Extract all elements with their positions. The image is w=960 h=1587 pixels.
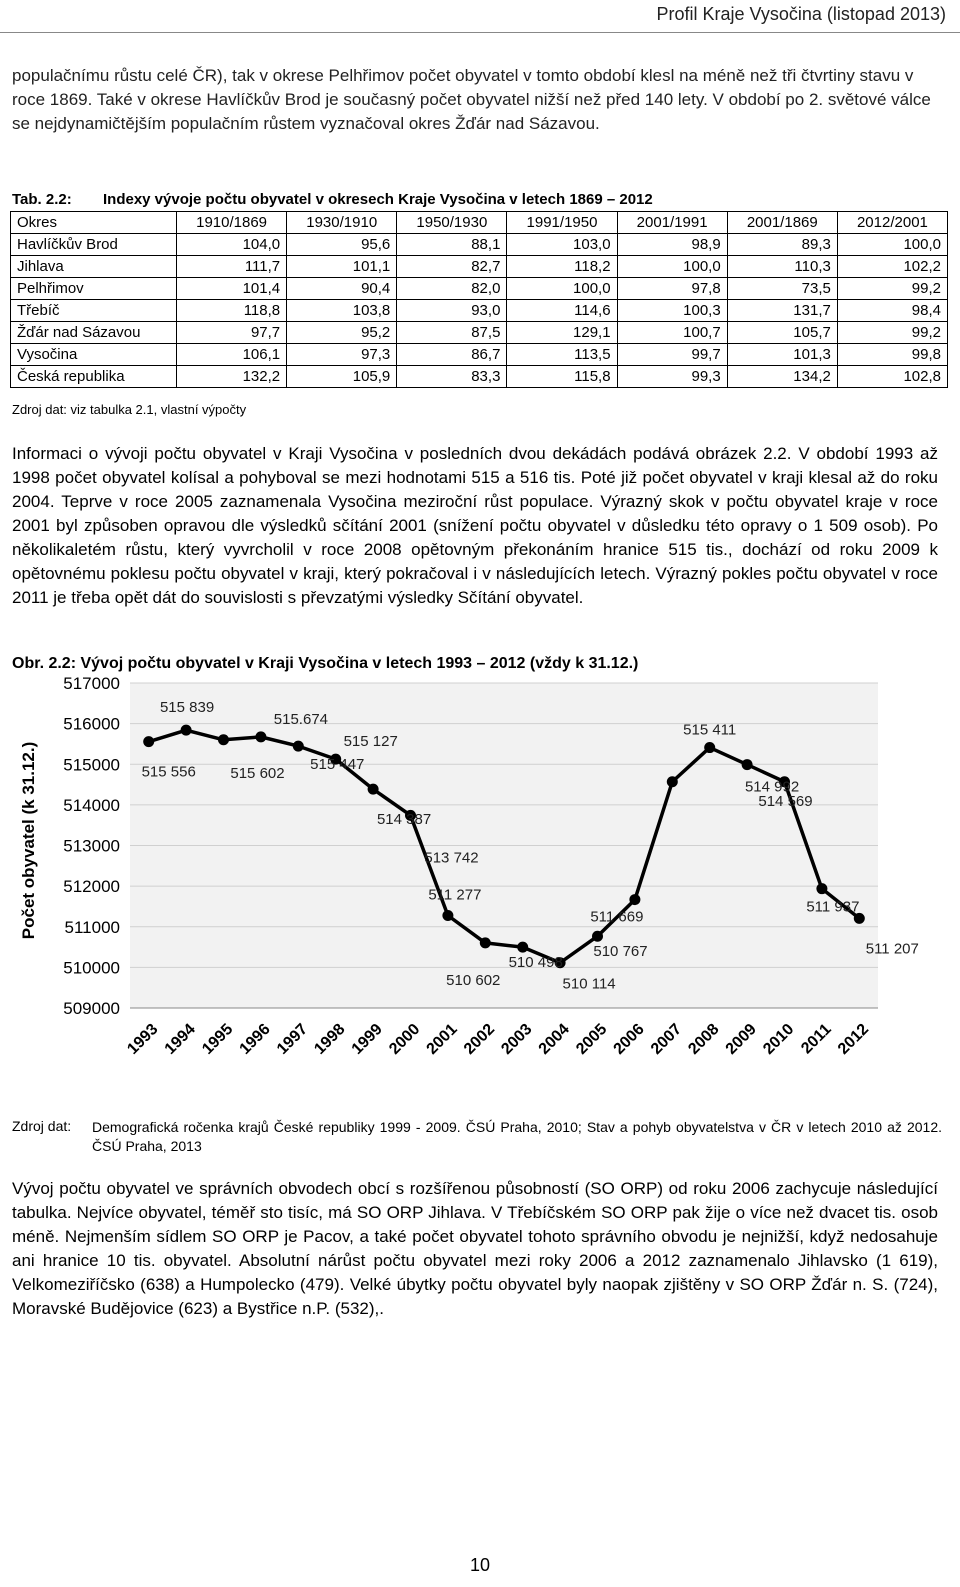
- column-header: 1910/1869: [177, 212, 287, 234]
- table-cell: 102,2: [837, 256, 947, 278]
- table-cell: 104,0: [177, 234, 287, 256]
- table-cell: 86,7: [397, 344, 507, 366]
- x-tick-label: 1994: [161, 1020, 199, 1058]
- page-number: 10: [469, 1555, 491, 1575]
- table-cell: 100,7: [617, 322, 727, 344]
- x-tick-label: 1996: [236, 1020, 274, 1058]
- table-source: Zdroj dat: viz tabulka 2.1, vlastní výpočty: [12, 402, 247, 417]
- table-cell: 82,0: [397, 278, 507, 300]
- data-point: [816, 883, 827, 894]
- column-header: 1930/1910: [287, 212, 397, 234]
- table-cell: 131,7: [727, 300, 837, 322]
- column-header: 2012/2001: [837, 212, 947, 234]
- table-cell: 111,7: [177, 256, 287, 278]
- data-point: [143, 736, 154, 747]
- table-cell: 115,8: [507, 366, 617, 388]
- table-cell: 101,4: [177, 278, 287, 300]
- table-cell: 129,1: [507, 322, 617, 344]
- data-point: [629, 894, 640, 905]
- data-point: [704, 742, 715, 753]
- data-label: 513 742: [424, 849, 479, 867]
- table-cell: 87,5: [397, 322, 507, 344]
- table-cell: 93,0: [397, 300, 507, 322]
- table-cell: 97,8: [617, 278, 727, 300]
- table-row: [11, 366, 948, 388]
- table-cell: 102,8: [837, 366, 947, 388]
- table-cell: 132,2: [177, 366, 287, 388]
- data-label: 515 556: [141, 763, 196, 781]
- column-header: 2001/1991: [617, 212, 727, 234]
- data-label: 515 447: [310, 756, 365, 774]
- y-tick-label: 515000: [63, 755, 120, 775]
- table-cell: 99,7: [617, 344, 727, 366]
- y-tick-label: 510000: [63, 958, 120, 978]
- table-cell: 118,8: [177, 300, 287, 322]
- table-row: [11, 322, 948, 344]
- table-cell: 100,0: [837, 234, 947, 256]
- y-tick-label: 513000: [63, 836, 120, 856]
- data-label: 514 992: [744, 778, 800, 796]
- x-tick-label: 2001: [423, 1020, 461, 1058]
- data-label: 510 498: [508, 954, 563, 972]
- table-cell: 118,2: [507, 256, 617, 278]
- table-cell: 99,3: [617, 366, 727, 388]
- table-cell: 97,7: [177, 322, 287, 344]
- column-header: 1991/1950: [507, 212, 617, 234]
- data-label: 510 767: [593, 943, 648, 961]
- data-label: 511 207: [865, 940, 919, 958]
- table-caption: [12, 191, 653, 208]
- table-cell: 134,2: [727, 366, 837, 388]
- column-header: 1950/1930: [397, 212, 507, 234]
- x-tick-label: 2005: [573, 1020, 611, 1058]
- table-cell: 101,3: [727, 344, 837, 366]
- x-tick-label: 1995: [199, 1020, 237, 1058]
- table-cell: 103,0: [507, 234, 617, 256]
- data-label: 514 569: [758, 792, 813, 810]
- header-title: Profil Kraje Vysočina (listopad 2013): [656, 4, 946, 24]
- data-point: [667, 776, 678, 787]
- table-cell: 98,4: [837, 300, 947, 322]
- x-tick-label: 2012: [834, 1020, 873, 1058]
- data-label: 511 937: [806, 898, 860, 916]
- table-cell: 100,0: [617, 256, 727, 278]
- data-point: [442, 910, 453, 921]
- data-point: [218, 734, 229, 745]
- data-point: [181, 725, 192, 736]
- x-tick-label: 2008: [685, 1020, 723, 1058]
- table-cell: 89,3: [727, 234, 837, 256]
- table-cell: 95,6: [287, 234, 397, 256]
- table-cell: Jihlava: [11, 256, 177, 278]
- data-point: [517, 942, 528, 953]
- figure-source-text: Demografická ročenka krajů České republiky 1999 - 2009. ČSÚ Praha, 2010; Stav a pohyb obyvatelstva v ČR v letech 2010 až 2012. ČSÚ Praha, 2013: [92, 1119, 942, 1154]
- data-label: 510 114: [562, 975, 616, 993]
- column-header: 2001/1869: [727, 212, 837, 234]
- index-table: [10, 211, 948, 388]
- x-tick-label: 2007: [647, 1020, 686, 1058]
- x-tick-label: 2004: [535, 1020, 573, 1058]
- table-row: [11, 278, 948, 300]
- x-tick-label: 2009: [722, 1020, 760, 1058]
- x-tick-label: 2010: [760, 1020, 798, 1058]
- table-cell: Vysočina: [11, 344, 177, 366]
- table-cell: 83,3: [397, 366, 507, 388]
- x-tick-label: 1993: [124, 1020, 162, 1058]
- table-cell: 88,1: [397, 234, 507, 256]
- table-caption-text: Indexy vývoje počtu obyvatel v okresech Kraje Vysočina v letech 1869 – 2012: [103, 191, 653, 208]
- data-label: 515 411: [683, 721, 737, 739]
- table-cell: 110,3: [727, 256, 837, 278]
- data-label: 514 387: [376, 811, 432, 829]
- table-cell: Česká republika: [11, 366, 177, 388]
- x-tick-label: 2002: [460, 1020, 499, 1058]
- data-label: 515.674: [273, 710, 329, 728]
- y-tick-label: 516000: [63, 714, 120, 734]
- population-line-chart: [10, 674, 919, 1095]
- figure-source-label: Zdroj dat:: [12, 1118, 72, 1134]
- data-point: [368, 784, 379, 795]
- table-cell: 99,2: [837, 278, 947, 300]
- x-tick-label: 1998: [311, 1020, 349, 1058]
- table-cell: 106,1: [177, 344, 287, 366]
- table-cell: 101,1: [287, 256, 397, 278]
- x-tick-label: 1999: [348, 1020, 386, 1058]
- table-cell: Třebíč: [11, 300, 177, 322]
- table-header-row: [11, 212, 948, 234]
- table-cell: 105,7: [727, 322, 837, 344]
- table-cell: 99,2: [837, 322, 947, 344]
- table-row: [11, 344, 948, 366]
- y-tick-label: 517000: [63, 674, 120, 693]
- y-tick-label: 514000: [63, 795, 120, 815]
- table-row: [11, 256, 948, 278]
- table-cell: Žďár nad Sázavou: [11, 322, 177, 344]
- body-paragraph-2: Informaci o vývoji počtu obyvatel v Kraji Vysočina v posledních dvou dekádách podává obrázek 2.2. V období 1993 až 1998 počet obyvatel kolísal a pohyboval se mezi hodnotami 515 a 516 tis. Poté již počet obyvatel v kraji klesal až do roku 2004. Teprve v roce 2005 zaznamenala Vysočina meziroční růst populace. Výrazný skok v počtu obyvatel kraje v roce 2001 byl způsoben opravou dle výsledků sčítání 2001 (snížení počtu obyvatel v důsledku této opravy o 1 509 osob). Po několikaletém růstu, který vyvrcholil v roce 2008 opětovným překonáním hranice 515 tis., dochází od roku 2009 k opětovnému poklesu počtu obyvatel v kraji, který pokračoval i v následujících letech. Výrazný pokles počtu obyvatel v roce 2011 je třeba opět dát do souvislosti s převzatými výsledky Sčítání obyvatel.: [12, 444, 938, 607]
- page-header: [0, 0, 960, 33]
- data-point: [293, 741, 304, 752]
- table-cell: 73,5: [727, 278, 837, 300]
- data-point: [255, 731, 266, 742]
- table-cell: 90,4: [287, 278, 397, 300]
- table-cell: 100,0: [507, 278, 617, 300]
- table-cell: 99,8: [837, 344, 947, 366]
- data-point: [592, 931, 603, 942]
- x-tick-label: 1997: [273, 1020, 312, 1058]
- table-cell: 82,7: [397, 256, 507, 278]
- table-caption-label: Tab. 2.2:: [12, 191, 72, 208]
- table-cell: Pelhřimov: [11, 278, 177, 300]
- figure-caption: Obr. 2.2: Vývoj počtu obyvatel v Kraji Vysočina v letech 1993 – 2012 (vždy k 31.12.): [12, 655, 639, 672]
- x-tick-label: 2011: [798, 1020, 835, 1058]
- data-point: [480, 937, 491, 948]
- data-label: 515 839: [159, 699, 215, 717]
- column-header: Okres: [11, 212, 177, 234]
- y-tick-label: 509000: [63, 999, 120, 1018]
- table-cell: 98,9: [617, 234, 727, 256]
- data-label: 510 602: [446, 971, 501, 989]
- x-tick-label: 2003: [498, 1020, 536, 1058]
- data-label: 515 127: [343, 733, 398, 751]
- data-label: 511 277: [428, 886, 482, 904]
- table-cell: Havlíčkův Brod: [11, 234, 177, 256]
- body-paragraph-3: Vývoj počtu obyvatel ve správních obvodech obcí s rozšířenou působností (SO ORP) od roku 2006 zachycuje následující tabulka. Nejvíce obyvatel, téměř sto tisíc, má SO ORP Jihlava. V Třebíčském SO ORP pak žije o více než dvacet tis. osob méně. Nejmenším sídlem SO ORP je Pacov, a také počet obyvatel tohoto správního obvodu je nejnižší, když nedosahuje ani hranice 10 tis. obyvatel. Absolutní nárůst počtu obyvatel mezi roky 2006 a 2012 zaznamenalo Jihlavsko (1 619), Velkomeziříčsko (638) a Humpolecko (479). Velké úbytky počtu obyvatel byly naopak zjištěny v SO ORP Žďár n. S. (724), Moravské Budějovice (623) a Bystřice n.P. (532),.: [12, 1179, 938, 1318]
- table-cell: 113,5: [507, 344, 617, 366]
- table-cell: 105,9: [287, 366, 397, 388]
- table-cell: 114,6: [507, 300, 617, 322]
- data-point: [742, 759, 753, 770]
- table-cell: 103,8: [287, 300, 397, 322]
- table-cell: 100,3: [617, 300, 727, 322]
- table-row: [11, 300, 948, 322]
- x-tick-label: 2006: [610, 1020, 648, 1058]
- y-axis-label: Počet obyvatel (k 31.12.): [19, 741, 38, 940]
- y-tick-label: 512000: [63, 877, 120, 897]
- data-label: 511 669: [590, 908, 644, 926]
- y-tick-label: 511000: [64, 917, 120, 937]
- table-cell: 95,2: [287, 322, 397, 344]
- table-row: [11, 234, 948, 256]
- data-label: 515 602: [230, 764, 285, 782]
- intro-paragraph: populačnímu růstu celé ČR), tak v okrese Pelhřimov počet obyvatel v tomto období klesl na méně než tři čtvrtiny stavu v roce 1869. Také v okrese Havlíčkův Brod je současný počet obyvatel nižší než před 140 lety. V období po 2. světové válce se nejdynamičtějším populačním růstem vyznačoval okres Žďár nad Sázavou.: [12, 66, 931, 133]
- table-cell: 97,3: [287, 344, 397, 366]
- x-tick-label: 2000: [386, 1020, 424, 1058]
